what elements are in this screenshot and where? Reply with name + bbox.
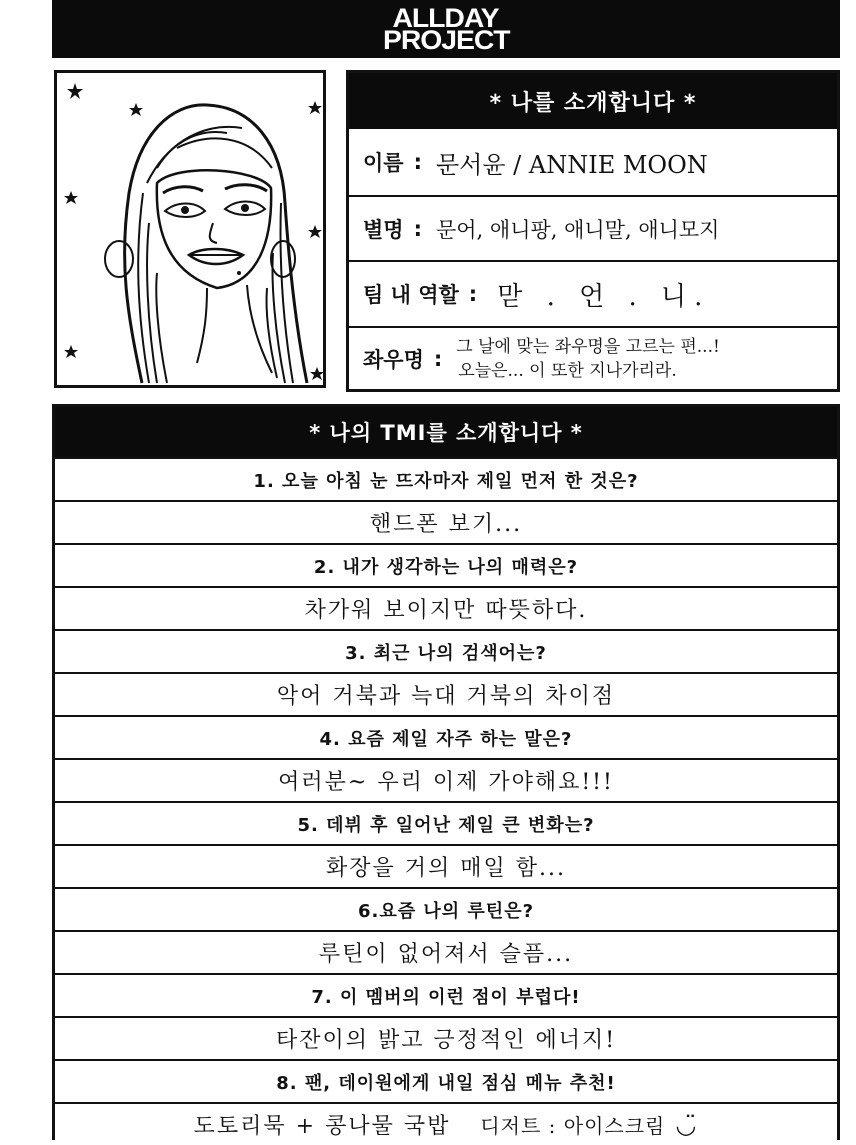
motto-line-1: 그 날에 맞는 좌우명을 고르는 편...! (456, 336, 720, 357)
logo-line-1: ALLDAY (392, 3, 500, 33)
intro-row-name (349, 129, 837, 195)
portrait-frame (54, 70, 326, 388)
nickname-label: 별명 (363, 217, 404, 242)
tmi-answer-2: 차가워 보이지만 따뜻하다. (55, 586, 837, 629)
role-label: 팀 내 역할 (363, 283, 459, 307)
hand-drawn-girl-portrait-icon (57, 73, 323, 385)
colon: : (468, 282, 478, 306)
tmi-answer-6: 루틴이 없어져서 슬픔... (55, 930, 837, 973)
motto-label: 좌우명 (363, 347, 424, 372)
tmi-answer-7: 타잔이의 밝고 긍정적인 에너지! (55, 1016, 837, 1059)
smile-icon: ◡̈ (675, 1110, 699, 1139)
intro-row-nickname (349, 195, 837, 260)
tmi-answer-3: 악어 거북과 늑대 거북의 차이점 (55, 672, 837, 715)
motto-lines (456, 335, 720, 383)
tmi-card (52, 404, 840, 1140)
colon: : (433, 346, 443, 371)
tmi-header: * 나의 TMI를 소개합니다 * (55, 407, 837, 457)
nickname-value: 문어, 애니팡, 애니말, 애니모지 (435, 217, 720, 242)
answer-8-main: 도토리묵 + 콩나물 국밥 (193, 1114, 451, 1139)
intro-card (346, 70, 840, 392)
tmi-answer-5: 화장을 거의 매일 함... (55, 844, 837, 887)
tmi-question-1: 1. 오늘 아침 눈 뜨자마자 제일 먼저 한 것은? (55, 457, 837, 500)
role-value: 맏 . 언 . 니. (497, 281, 711, 312)
logo-banner (52, 0, 840, 58)
intro-row-role (349, 260, 837, 326)
tmi-question-2: 2. 내가 생각하는 나의 매력은? (55, 543, 837, 586)
colon: : (413, 150, 422, 174)
motto-line-2: 오늘은... 이 또한 지나가리라. (458, 360, 677, 381)
name-label: 이름 (363, 151, 404, 175)
tmi-question-3: 3. 최근 나의 검색어는? (55, 629, 837, 672)
answer-8-dessert: 디저트 : 아이스크림 (480, 1114, 666, 1138)
star-icon (64, 83, 323, 380)
tmi-question-7: 7. 이 멤버의 이런 점이 부럽다! (55, 973, 837, 1016)
intro-row-motto (349, 326, 837, 389)
answer-8-wrap (194, 1109, 699, 1140)
tmi-answer-1: 핸드폰 보기... (55, 500, 837, 543)
name-value: 문서윤 / ANNIE MOON (435, 150, 708, 179)
tmi-answer-8 (55, 1102, 837, 1145)
tmi-question-6: 6.요즘 나의 루틴은? (55, 887, 837, 930)
tmi-answer-4: 여러분~ 우리 이제 가야해요!!! (55, 758, 837, 801)
tmi-question-4: 4. 요즘 제일 자주 하는 말은? (55, 715, 837, 758)
intro-header: * 나를 소개합니다 * (349, 73, 837, 129)
colon: : (413, 216, 422, 241)
tmi-question-8: 8. 팬, 데이원에게 내일 점심 메뉴 추천! (55, 1059, 837, 1102)
logo-line-2: PROJECT (382, 25, 510, 55)
tmi-question-5: 5. 데뷔 후 일어난 제일 큰 변화는? (55, 801, 837, 844)
